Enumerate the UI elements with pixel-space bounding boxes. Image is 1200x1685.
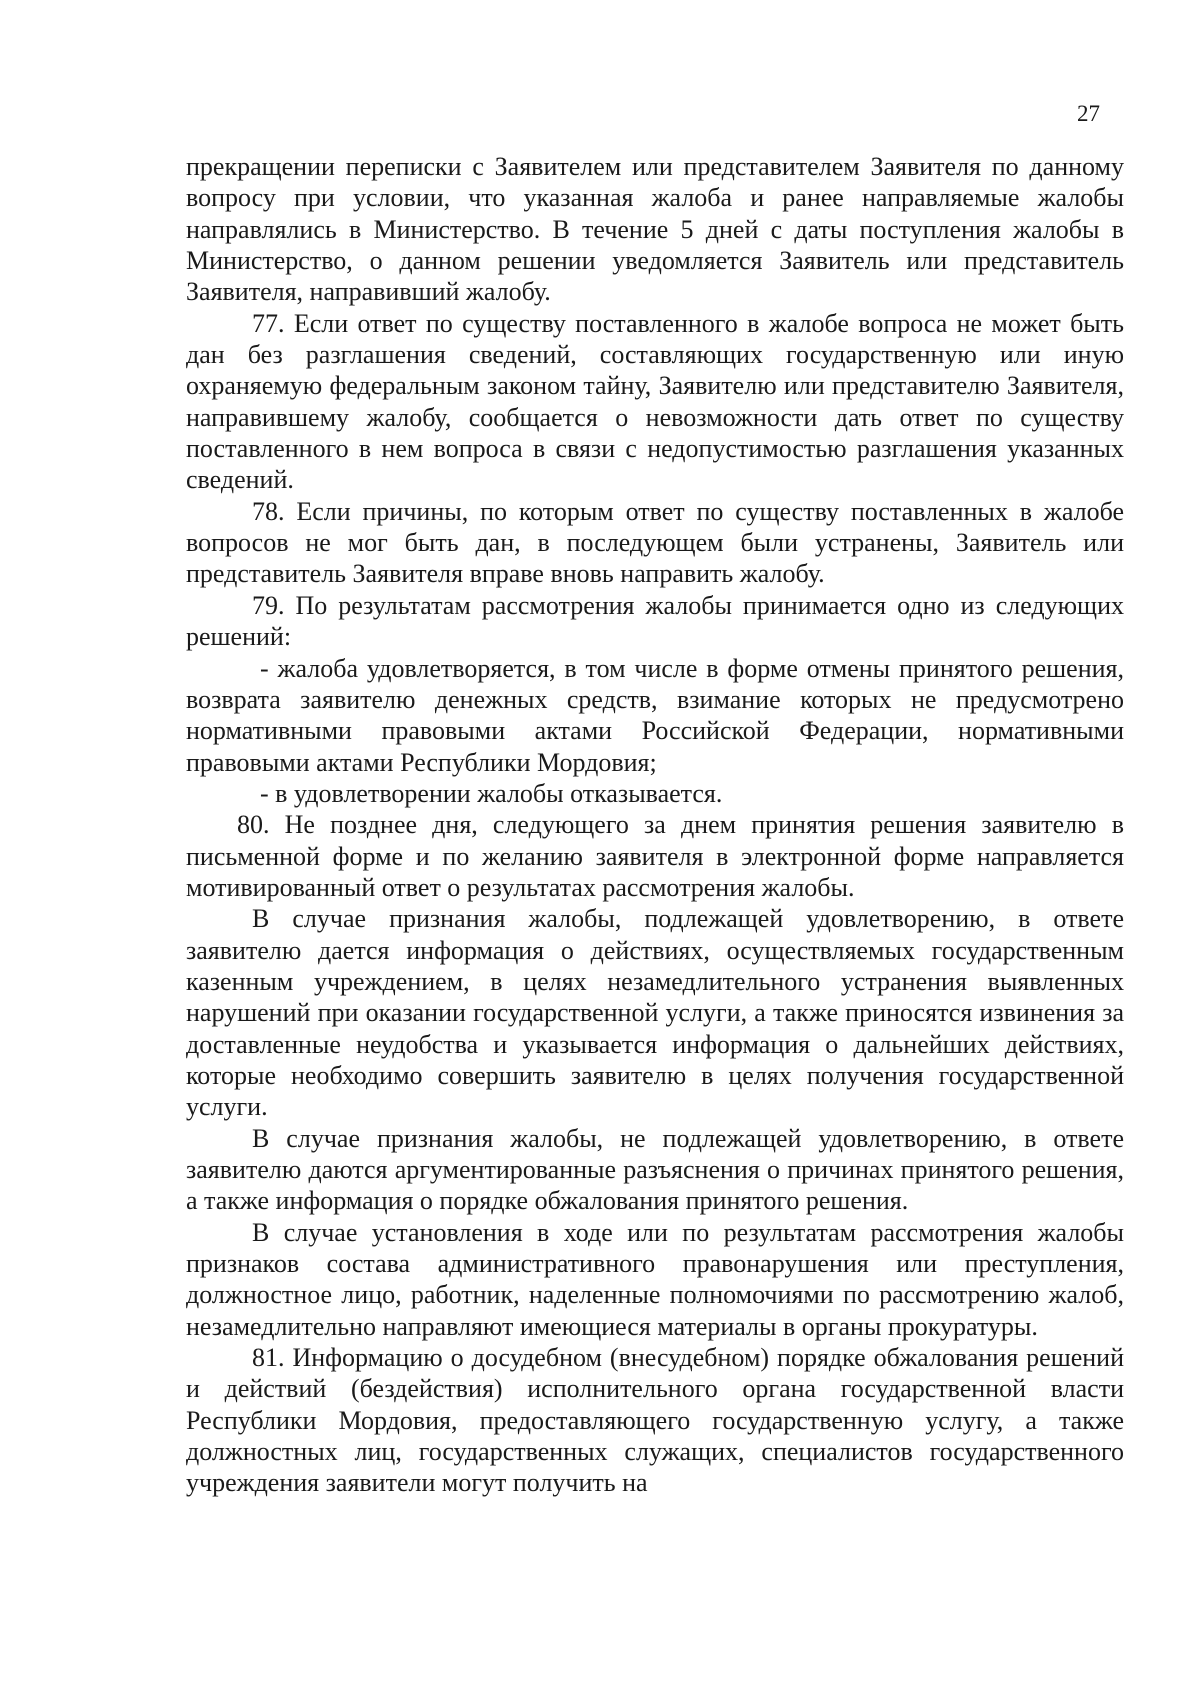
paragraph-77: 77. Если ответ по существу поставленного в жалобе вопроса не может быть дан без разглашения сведений, составляющих государственную или иную охраняемую федеральным законом тайну, Заявителю или представителю Заявителя, направившему жалобу, сообщается о невозможности дать ответ по существу поставленного в нем вопроса в связи с недопустимостью разглашения указанных сведений. [186, 308, 1124, 495]
paragraph-78: 78. Если причины, по которым ответ по существу поставленных в жалобе вопросов не мог быть дан, в последующем были устранены, Заявитель или представитель Заявителя вправе вновь направить жалобу. [186, 496, 1124, 589]
paragraph-81: 81. Информацию о досудебном (внесудебном) порядке обжалования решений и действий (бездействия) исполнительного органа государственной власти Республики Мордовия, предоставляющего государственную услугу, а также должностных лиц, государственных служащих, специалистов государственного учреждения заявители могут получить на [186, 1343, 1124, 1498]
paragraph-offense-signs: В случае установления в ходе или по результатам рассмотрения жалобы признаков состава административного правонарушения или преступления, должностное лицо, работник, наделенные полномочиями по рассмотрению жалоб, незамедлительно направляют имеющиеся материалы в органы прокуратуры. [186, 1217, 1124, 1341]
paragraph-complaint-upheld: В случае признания жалобы, подлежащей удовлетворению, в ответе заявителю дается информация о действиях, осуществляемых государственным казенным учреждением, в целях незамедлительного устранения выявленных нарушений при оказании государственной услуги, а также приносятся извинения за доставленные неудобства и указывается информация о дальнейших действиях, которые необходимо совершить заявителю в целях получения государственной услуги. [186, 904, 1124, 1122]
paragraph-80: 80. Не позднее дня, следующего за днем принятия решения заявителю в письменной форме и по желанию заявителя в электронной форме направляется мотивированный ответ о результатах рассмотрения жалобы. [186, 810, 1124, 902]
paragraph-complaint-not-upheld: В случае признания жалобы, не подлежащей удовлетворению, в ответе заявителю даются аргументированные разъяснения о причинах принятого решения, а также информация о порядке обжалования принятого решения. [186, 1123, 1124, 1216]
document-body [186, 151, 1124, 1499]
list-item-complaint-rejected: - в удовлетворении жалобы отказывается. [260, 778, 723, 808]
page-number: 27 [1077, 101, 1100, 126]
paragraph-continuation: прекращении переписки с Заявителем или представителем Заявителя по данному вопросу при условии, что указанная жалоба и ранее направляемые жалобы направлялись в Министерство. В течение 5 дней с даты поступления жалобы в Министерство, о данном решении уведомляется Заявитель или представитель Заявителя, направивший жалобу. [186, 152, 1124, 307]
paragraph-79: 79. По результатам рассмотрения жалобы принимается одно из следующих решений: [186, 590, 1124, 652]
list-item-complaint-satisfied: - жалоба удовлетворяется, в том числе в форме отмены принятого решения, возврата заявителю денежных средств, взимание которых не предусмотрено нормативными правовыми актами Российской Федерации, нормативными правовыми актами Республики Мордовия; [186, 653, 1124, 777]
